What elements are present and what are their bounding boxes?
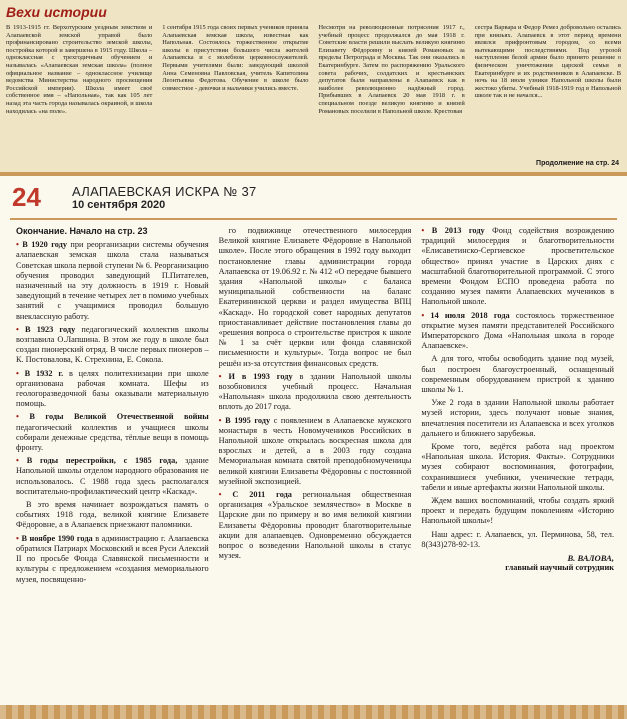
- article-paragraph: [421, 496, 614, 527]
- paragraph-text: В это время начинает возрождаться память о событиях 1918 года, великой княгине Елизавете Фёдоровне, а в Алапаевск приезжают паломники.: [16, 500, 209, 530]
- article-paragraph: [219, 372, 412, 413]
- article-body: [16, 226, 614, 696]
- bullet-marker: •: [421, 310, 431, 320]
- publication-date: 10 сентября 2020: [72, 199, 166, 211]
- paragraph-lead-in: В 2013 году: [431, 226, 485, 235]
- header-rule: [10, 218, 617, 220]
- history-col-3: Несмотря на революционные потрясения 1917 г., учебный процесс продолжался до мая 1918 г. Советские власти решили выслать великую княгиню Елизавету Фёдоровну и князей Романовых за пределы Петрограда и Москвы. Так они оказались в Екатеринбурге. Затем по распоряжению Уральского совета рабочих, солдатских и крестьянских депутатов были направлены в Алапаевск как в наиболее революционно надёжный город. Прибывших в Алапаевск 20 мая 1918 г. в специальном поезде великую княгиню и князей Романовых поселили в Напольной школе. Крестовая: [318, 24, 465, 115]
- continued-note: Продолжение на стр. 24: [536, 160, 619, 167]
- publication-name: АЛАПАЕВСКАЯ ИСКРА № 37: [72, 184, 257, 199]
- history-panel: [0, 0, 627, 172]
- history-title: Вехи истории: [6, 4, 107, 20]
- paragraph-text: го подвижнице отечественного милосердия Великой княгине Елизавете Фёдоровне в Напольной школе». После этого обращения в 1992 году выходит постановление главы администрации города Алапаевска от 19.06.92 г. № 412 «О передаче бывшего здания «Напольной школы» с баланса муниципальной собственности на баланс Екатерининской церкви и раздел имущества ВПЦ «Каскад». Но городской совет народных депутатов приостанавливает действие постановления главы до «решения вопроса о строительстве пристроя к школе № 1 за счёт церкви или фонда славянской письменности и культуры». Тогда вопрос не был решён из-за отсутствия финансовых средств.: [218, 226, 412, 368]
- signature-block: [421, 553, 614, 573]
- article-paragraph: [16, 325, 209, 366]
- paragraph-text: педагогический коллектив и учащиеся школы собирали денежные средства, тёплые вещи в помощь фронту.: [16, 422, 209, 453]
- article-paragraph: [16, 240, 209, 322]
- paragraph-text: Уже 2 года в здании Напольной школы работает музей истории, здесь получают новые знания, впечатления посетители из Алапаевска и всех уголков дальнего и ближнего зарубежья.: [421, 398, 615, 438]
- article-column-3: [421, 226, 614, 696]
- paragraph-text: Кроме того, ведётся работа над проектом «Напольная школа. История. Факты». Сотрудники музея собирают воспоминания, фотографии, сохранившиеся учебники, ученические тетради, табели и иные артефакты жизни Напольной школы.: [421, 442, 615, 492]
- paragraph-lead-in: В 1995 году: [225, 415, 271, 425]
- bullet-marker: •: [16, 240, 23, 250]
- paragraph-text: здание Напольной школы отделом народного образования не использовалось. С 1988 года здесь располагался воспитательно-профилактический центр «Каскад».: [16, 456, 209, 496]
- paragraph-text: Наш адрес: г. Алапаевск, ул. Перминова, 58, тел. 8(343)278-92-13.: [421, 529, 615, 549]
- paragraph-text: состоялось торжественное открытие музея памяти представителей Российского Императорского Дома «Напольная школа в городе Алапаевске».: [421, 310, 615, 351]
- bullet-marker: •: [16, 412, 30, 422]
- paragraph-lead-in: И в 1993 году: [228, 371, 293, 381]
- bullet-marker: •: [16, 324, 26, 334]
- history-col-4: сестра Варвара и Федор Ремез добровольно остались при князьях. Алапаевск в этот период времени являлся прифронтовым городом, со всеми вытекающими последствиями. Под угрозой наступления белой армии было принято решение о физическом уничтожении царской семьи в Екатеринбурге и их родственников в Алапаевске. В ночь на 18 июля узники Напольной школы были жестоко убиты. Учебный 1918-1919 год в Напольной школе так и не начался...: [474, 24, 621, 100]
- bullet-marker: •: [16, 456, 27, 466]
- paragraph-lead-in: В 1932 г.: [24, 368, 64, 378]
- paragraph-text: педагогический коллектив школы возглавила О.Лапшина. В этом же году в школе был создан пионерский отряд. В числе первых пионеров – К. Постовалова, К. Стрехнина, Е. Сокола.: [16, 324, 209, 365]
- article-lead: Окончание. Начало на стр. 23: [16, 226, 148, 236]
- bullet-marker: •: [16, 533, 22, 543]
- paragraph-text: Фонд содействия возрождению традиций милосердия и благотворительности «Елисаветинско-Сергиевское просветительское общество» принял участие в Царских днях с масштабной благотворительной программой. С этого времени Фондом ЕСПО проведена работа по созданию музея памяти Алапаевских мучеников в Напольной школе.: [421, 226, 615, 307]
- article-paragraph: [16, 456, 209, 497]
- paragraph-text: региональная общественная организация «Уральское землячество» в Москве в Царские дни по примеру и во имя великой княгини Елизаветы Фёдоровны проводит благотворительные акции для алапаевцев. Одновременно обсуждается вопрос о возведении Напольной школы в статус музея.: [218, 490, 412, 561]
- paragraph-text: с появлением в Алапаевске мужского монастыря в честь Новомучеников Российских в Напольной школе открылась воскресная школа для взрослых и детей, а в 2003 году создана Мемориальная комната святой преподобномученицы великой княгини Елизаветы Фёдоровны с постоянной музейной экспозицией.: [218, 415, 412, 486]
- paragraph-lead-in: С 2011 года: [232, 490, 292, 500]
- bullet-marker: •: [421, 226, 432, 235]
- paragraph-text: в администрацию г. Алапаевска обратился Патриарх Московский и всея Руси Алексий II по просьбе Фонда Славянской письменности и культуры с предложением «создания мемориального музея, посвященно-: [16, 533, 209, 584]
- bullet-marker: •: [218, 490, 233, 500]
- author-role: главный научный сотрудник: [505, 563, 615, 573]
- author-name: В. ВАЛОВА,: [567, 553, 615, 564]
- paragraph-lead-in: В 1920 году: [22, 240, 68, 250]
- paragraph-text: А для того, чтобы освободить здание под музей, был построен благоустроенный, оснащенный современным оборудованием пристрой к зданию школы № 1.: [421, 354, 615, 395]
- article-paragraph: [421, 354, 614, 395]
- article-paragraph: [16, 412, 209, 453]
- history-columns: [6, 24, 621, 117]
- history-col-2: 1 сентября 1915 года своих первых учеников приняла Алапаевская земская школа, известная как Напольная. Состоялось торжественное открытие школы в присутствии большого числа жителей Алапаевска и с молебном церковнослужителей. Первыми учителями были: заведующий школой Анна Семеновна Павловская, учитель Капитолина Леонтьевна Федотова. Обучение в школе было совместное - девочки и мальчики учились вместе.: [162, 24, 309, 92]
- bullet-marker: •: [218, 415, 226, 425]
- paragraph-lead-in: В годы перестройки, с 1985 года,: [26, 456, 178, 466]
- paragraph-text: в целях политехнизации при школе организована рабочая комната. Шефы из геологоразведочной базы оказывали материальную помощь.: [16, 368, 209, 409]
- paragraph-text: в здании Напольной школы возобновился учебный процесс. Начальная «Напольная» школа продолжила свою деятельность вплоть до 2017 года.: [218, 371, 412, 412]
- paragraph-lead-in: 14 июля 2018 года: [430, 310, 510, 320]
- article-column-2: [219, 226, 412, 696]
- bullet-marker: •: [16, 368, 25, 378]
- page-header: [0, 180, 627, 216]
- bottom-ornament: [0, 705, 627, 719]
- paragraph-lead-in: В ноябре 1990 года: [21, 533, 93, 543]
- paragraph-lead-in: В годы Великой Отечественной войны: [29, 412, 209, 422]
- article-paragraph: [421, 226, 614, 308]
- article-paragraph: [219, 416, 412, 487]
- article-paragraph: [16, 534, 209, 585]
- article-paragraph: [421, 442, 614, 493]
- article-paragraph: [219, 490, 412, 561]
- article-paragraph: [421, 398, 614, 439]
- article-paragraph: [421, 530, 614, 550]
- divider-stripe: [0, 172, 627, 176]
- paragraph-text: при реорганизации системы обучения алапаевская земская школа стала называться Советская школа первой ступени № 6. Реорганизацию обучения проводил заведующий П.Питателев, назначенный на эту должность в 1919 г. Новый заведующий в течение четырех лет в помимо учебных занятий с учащимися проводил большую внеклассную работу.: [16, 240, 209, 321]
- article-column-1: [16, 226, 209, 696]
- article-paragraph: [219, 226, 412, 369]
- article-paragraph: [421, 311, 614, 352]
- article-paragraph: [16, 369, 209, 410]
- page-number: 24: [12, 182, 41, 212]
- bullet-marker: •: [218, 371, 229, 381]
- paragraph-lead-in: В 1923 году: [25, 324, 76, 334]
- paragraph-text: Ждем ваших воспоминаний, чтобы создать яркий проект и передать будущим поколениям «Историю Напольной школы»!: [421, 496, 615, 526]
- history-col-1: В 1913-1915 гг. Верхотурским уездным земством и Алапаевской земской управой было профинансировано строительство земской школы, постройка которой и завершена в 1915 году. Школа – одноклассная с трехгодичным обучением и называлась «Алапаевская земская школа» (полное официальное название – одноклассное училище ведомства Министерства народного просвещения Российской империи). Школа имеет своё собственное имя – «Напольная», так как 105 лет назад эта часть города называлась окраиной, и школа находилась «на поле».: [6, 24, 153, 115]
- article-paragraph: [16, 500, 209, 531]
